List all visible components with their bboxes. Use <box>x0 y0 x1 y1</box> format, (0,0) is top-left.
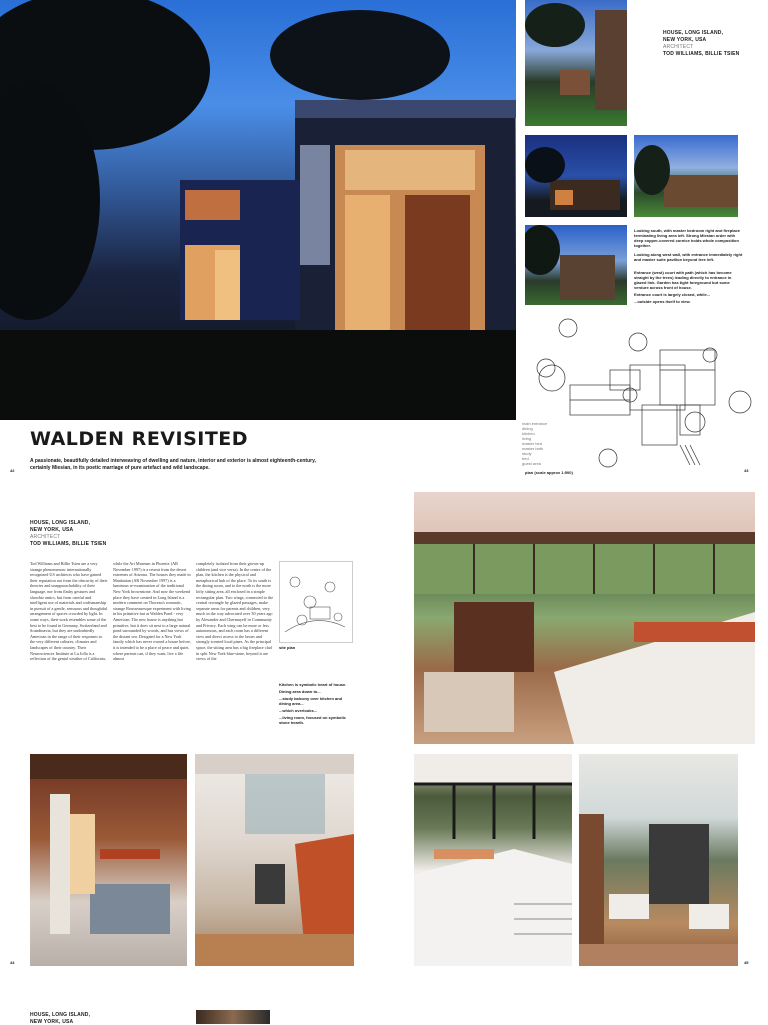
credit-location-2: NEW YORK, USA <box>30 527 74 533</box>
interior-photo-balcony <box>414 754 572 966</box>
interior-dining-art <box>30 754 187 966</box>
thumb-photo-4 <box>525 225 627 305</box>
page-number-right-2: 45 <box>744 960 749 965</box>
interior-photo-living <box>579 754 738 966</box>
spread2-caption: Kitchen is symbolic heart of house. <box>279 682 347 687</box>
plan-legend-item: study <box>522 451 532 456</box>
credit-architects-1: TOD WILLIAMS, BILLIE TSIEN <box>663 51 740 57</box>
article-title: WALDEN REVISITED <box>30 428 249 450</box>
thumb-3-art <box>634 135 738 217</box>
spread2-caption: Dining area down to... <box>279 689 321 694</box>
thumb-photo-3 <box>634 135 738 217</box>
credit-architects-2: TOD WILLIAMS, BILLIE TSIEN <box>30 541 107 547</box>
interior-stair-art <box>195 754 354 966</box>
article-deck: A passionate, beautifully detailed interweaving of dwelling and nature, interior and exterior is almost eighteenth-century, certainly Miesian, in its poetic marriage of pure artefact and wild landscape. <box>30 458 316 471</box>
plan-legend-item: dining <box>522 426 533 431</box>
thumb-2-art <box>525 135 627 217</box>
page-number-left-2: 44 <box>10 960 15 965</box>
interior-photo-kitchen <box>414 492 755 744</box>
thumb-photo-1 <box>525 0 627 126</box>
page-number-right: 43 <box>744 468 749 473</box>
interior-photo-dining <box>30 754 187 966</box>
plan-legend-item: kitchen <box>522 431 535 436</box>
caption-5: ...outside opens itself to view. <box>634 299 691 304</box>
plan-legend-item: main entrance <box>522 421 548 426</box>
credit-project-2: HOUSE, LONG ISLAND, <box>30 520 91 526</box>
caption-4: Entrance court is largely closed, while... <box>634 292 711 297</box>
spread2-captions <box>279 682 354 725</box>
credit-location-1: NEW YORK, USA <box>663 37 707 43</box>
plan-legend-item: guest area <box>522 461 541 466</box>
credit-role-2: ARCHITECT <box>30 534 61 540</box>
plan-legend-item: master bed <box>522 441 543 446</box>
plan-legend-item: bed <box>522 456 529 461</box>
interior-kitchen-art <box>414 492 755 744</box>
thumb-photo-2 <box>525 135 627 217</box>
site-plan-caption: site plan <box>279 645 296 650</box>
body-column-2: while the Art Museum in Phoenix (AR November 1997) is a retreat from the desert extremes of Arizona. The houses they made in Manhattan (AR November 1997) is a luminous re-examination of the traditional New York brownstone. And now the weekend place they have created in Long Island is a modern comment on Thoreau's romantic, strange Rousseauesque experiment with living in his primitive hut at Walden Pond - very American. The new house is anything but primitive, but it does sit next to a large natural pond surrounded by woods, and has views of the distant sea. Designed for a New York family which has never owned a house before, it is intended to be a place of peace and quiet, where parents can, if they want, live a life almost <box>113 561 191 662</box>
spread2-caption: ...which overlooks... <box>279 708 318 713</box>
page-number-left: 42 <box>10 468 15 473</box>
spread2-caption: ...study balcony over kitchen and dining area... <box>279 696 343 706</box>
spread2-caption: ...living room, focused on symbolic stone hearth. <box>279 715 346 725</box>
caption-1: Looking south, with master bedroom right and fireplace terminating living area left. Strong Miesian order with deep copper-covered cornice holds whole composition together. <box>634 228 741 248</box>
site-plan-drawing <box>280 562 352 642</box>
hero-photo <box>0 0 516 420</box>
caption-3: Entrance (west) court with path (which has become straight by the trees) leading directly to entrance in glazed link. Garden has tight foreground but some verdure across front of house. <box>634 270 732 290</box>
credit-project-1: HOUSE, LONG ISLAND, <box>663 30 724 36</box>
plan-legend-item: living <box>522 436 532 441</box>
body-column-1: Tod Williams and Billie Tsien are a very strange phenomenon: internationally recognized US architects who have gained their reputation not from the obscurity of their theories and unapproachability of their language, nor from flashy gestures and showbiz antics, but from careful and intelligent use of materials and craftsmanship in pursuit of a gentle, sensuous and thoughtful arrangement of spaces crowded by light. In some ways, their work resembles some of the best to be found in Germany, Switzerland and Scandinavia, but they are undoubtedly American in the range of their responses to the very different cultures, climates and landscapes of their country. Their Neurosciences Institute at La Jolla is a reflection of the genial weather of California, <box>30 561 108 662</box>
credit-location-3: NEW YORK, USA <box>30 1019 74 1025</box>
site-plan <box>279 561 353 643</box>
interior-balcony-art <box>414 754 572 966</box>
plan-caption: plan (scale approx 1:500) <box>525 470 573 475</box>
interior-living-art <box>579 754 738 966</box>
plan-legend <box>522 421 562 466</box>
thumb-1-art <box>525 0 627 126</box>
caption-2: Looking along west wall, with entrance immediately right and master suite pavilion beyond tree left. <box>634 252 743 262</box>
plan-legend-item: master bath <box>522 446 544 451</box>
credit-project-3: HOUSE, LONG ISLAND, <box>30 1012 91 1018</box>
body-column-3: completely isolated from their grown-up children (and vice versa). In the centre of the plan, the kitchen is the physical and metaphorical hub of the place. To its south is the dining room, and to the north is the more lofty sitting area, all enclosed in a simple rectangular plan. Two wings, connected to the central rectangle by glazed passages, make separate areas for parents and children, very much in the way advocated over 30 years ago by Alexander and Chermayeff in Community and Privacy. Each wing can be more or less autonomous, and each room has a different view and direct access to the lawns and strongly scented local pines. As the principal space, the sitting area has a big fireplace clad in split New York blue-stone, beyond it are views of the <box>196 561 274 662</box>
thumb-4-art <box>525 225 627 305</box>
credit-role-1: ARCHITECT <box>663 44 694 50</box>
interior-photo-stair <box>195 754 354 966</box>
hero-illustration <box>0 0 516 420</box>
bottom-photo-partial <box>196 1010 270 1024</box>
